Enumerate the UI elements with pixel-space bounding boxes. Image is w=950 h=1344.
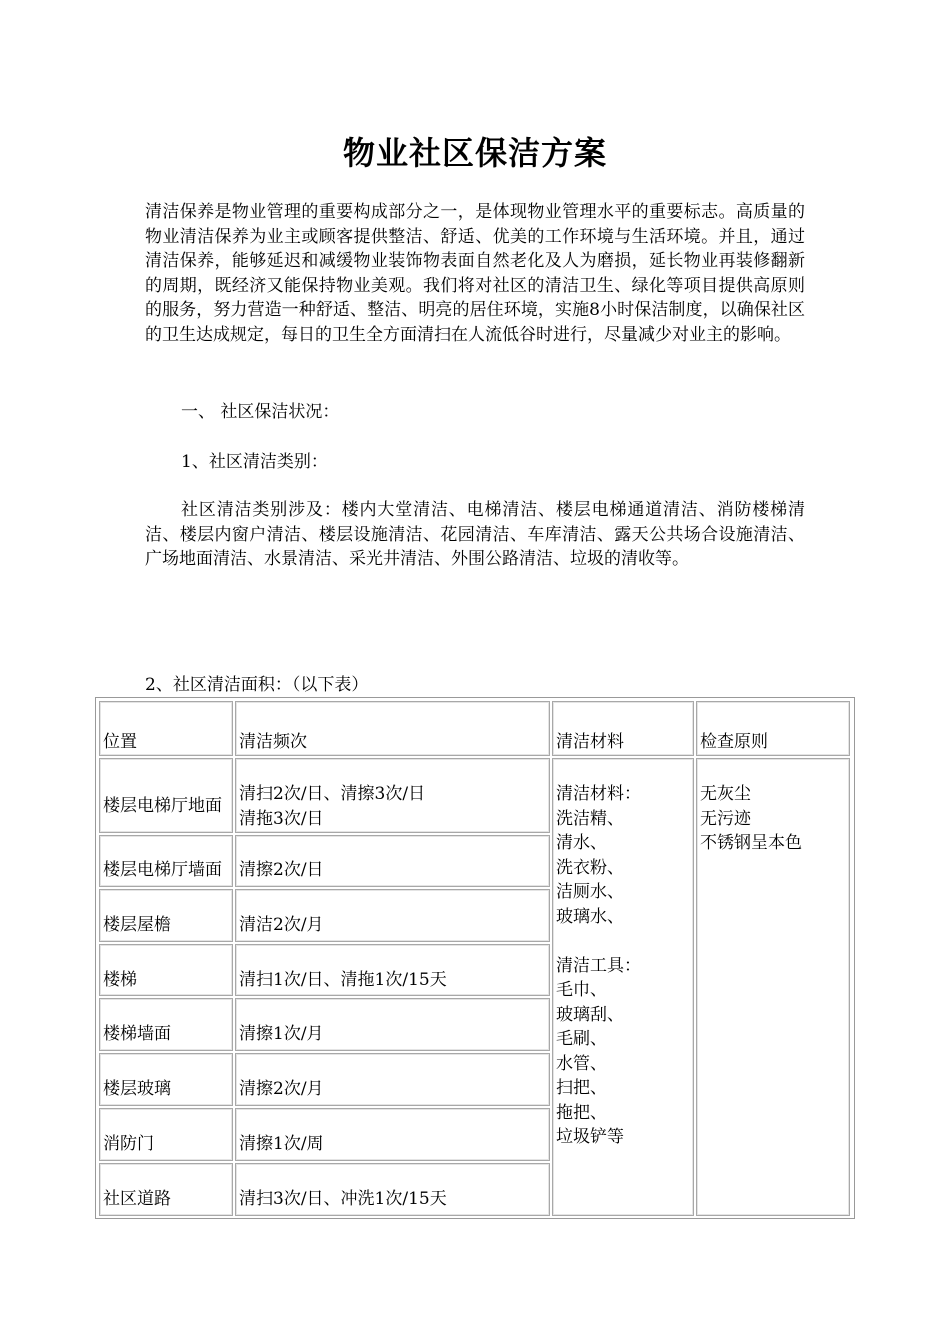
row-frequency: 清擦1次/月 <box>239 1024 324 1044</box>
header-location-cell <box>99 701 233 756</box>
table-row-frequency-cell <box>235 1108 550 1161</box>
row-frequency: 清洁2次/月 <box>239 915 324 935</box>
header-frequency-cell <box>235 701 550 756</box>
table-row-location-cell <box>99 758 233 833</box>
row-frequency: 清擦2次/月 <box>239 1079 324 1099</box>
materials-cell <box>552 758 694 1216</box>
intro-paragraph: 清洁保养是物业管理的重要构成部分之一，是体现物业管理水平的重要标志。高质量的物业清洁保养为业主或顾客提供整洁、舒适、优美的工作环境与生活环境。并且，通过清洁保养，能够延迟和减缓物业装饰物表面自然老化及人为磨损，延长物业再装修翻新的周期，既经济又能保持物业美观。我们将对社区的清洁卫生、绿化等项目提供高原则的服务，努力营造一种舒适、整洁、明亮的居住环境，实施8小时保洁制度，以确保社区的卫生达成规定，每日的卫生全方面清扫在人流低谷时进行，尽量减少对业主的影响。 <box>145 202 805 345</box>
table-row-frequency-cell <box>235 758 550 833</box>
row-location: 消防门 <box>103 1134 154 1154</box>
row-frequency: 清扫3次/日、冲洗1次/15天 <box>239 1189 447 1209</box>
row-location: 楼层屋檐 <box>103 915 171 935</box>
table-row-location-cell <box>99 1108 233 1161</box>
row-location: 楼层电梯厅地面 <box>103 796 222 816</box>
document-title: 物业社区保洁方案 <box>342 134 607 172</box>
standards-cell <box>696 758 850 1216</box>
table-row-location-cell <box>99 998 233 1051</box>
table-row-location-cell <box>99 889 233 942</box>
table-row-frequency-cell <box>235 944 550 996</box>
table-row-location-cell <box>99 835 233 887</box>
header-materials: 清洁材料 <box>556 732 624 752</box>
header-standards-cell <box>696 701 850 756</box>
header-location: 位置 <box>103 732 137 752</box>
header-frequency: 清洁频次 <box>239 732 307 752</box>
section-heading-1: 一、 社区保洁状况： <box>181 402 340 422</box>
row-location: 楼梯墙面 <box>103 1024 171 1044</box>
header-standards: 检查原则 <box>700 732 768 752</box>
table-row-frequency-cell <box>235 1163 550 1216</box>
table-row-location-cell <box>99 944 233 996</box>
table-row-frequency-cell <box>235 998 550 1051</box>
table-row-location-cell <box>99 1053 233 1106</box>
header-materials-cell <box>552 701 694 756</box>
cleaning-area-table <box>95 697 855 1219</box>
row-frequency: 清擦1次/周 <box>239 1134 324 1154</box>
table-row-frequency-cell <box>235 835 550 887</box>
categories-paragraph: 社区清洁类别涉及：楼内大堂清洁、电梯清洁、楼层电梯通道清洁、消防楼梯清洁、楼层内窗户清洁、楼层设施清洁、花园清洁、车库清洁、露天公共场合设施清洁、广场地面清洁、水景清洁、采光井清洁、外围公路清洁、垃圾的清收等。 <box>145 500 805 569</box>
standards-list: 无灰尘 无污迹 不锈钢呈本色 <box>700 784 802 853</box>
table-row-location-cell <box>99 1163 233 1216</box>
row-location: 楼层玻璃 <box>103 1079 171 1099</box>
materials-list: 清洁材料： 洗洁精、 清水、 洗衣粉、 洁厕水、 玻璃水、 清洁工具： 毛巾、 玻璃刮、 毛刷、 水管、 扫把、 拖把、 垃圾铲等 <box>556 784 641 1147</box>
row-frequency: 清扫1次/日、清拖1次/15天 <box>239 970 447 990</box>
row-location: 楼梯 <box>103 970 137 990</box>
subsection-heading-1-2: 2、社区清洁面积：（以下表） <box>145 675 369 695</box>
row-location: 楼层电梯厅墙面 <box>103 860 222 880</box>
row-frequency: 清擦2次/日 <box>239 860 324 880</box>
table-row-frequency-cell <box>235 1053 550 1106</box>
table-row-frequency-cell <box>235 889 550 942</box>
subsection-heading-1-1: 1、社区清洁类别： <box>181 452 328 472</box>
row-frequency: 清扫2次/日、清擦3次/日 清拖3次/日 <box>239 784 426 829</box>
row-location: 社区道路 <box>103 1189 171 1209</box>
